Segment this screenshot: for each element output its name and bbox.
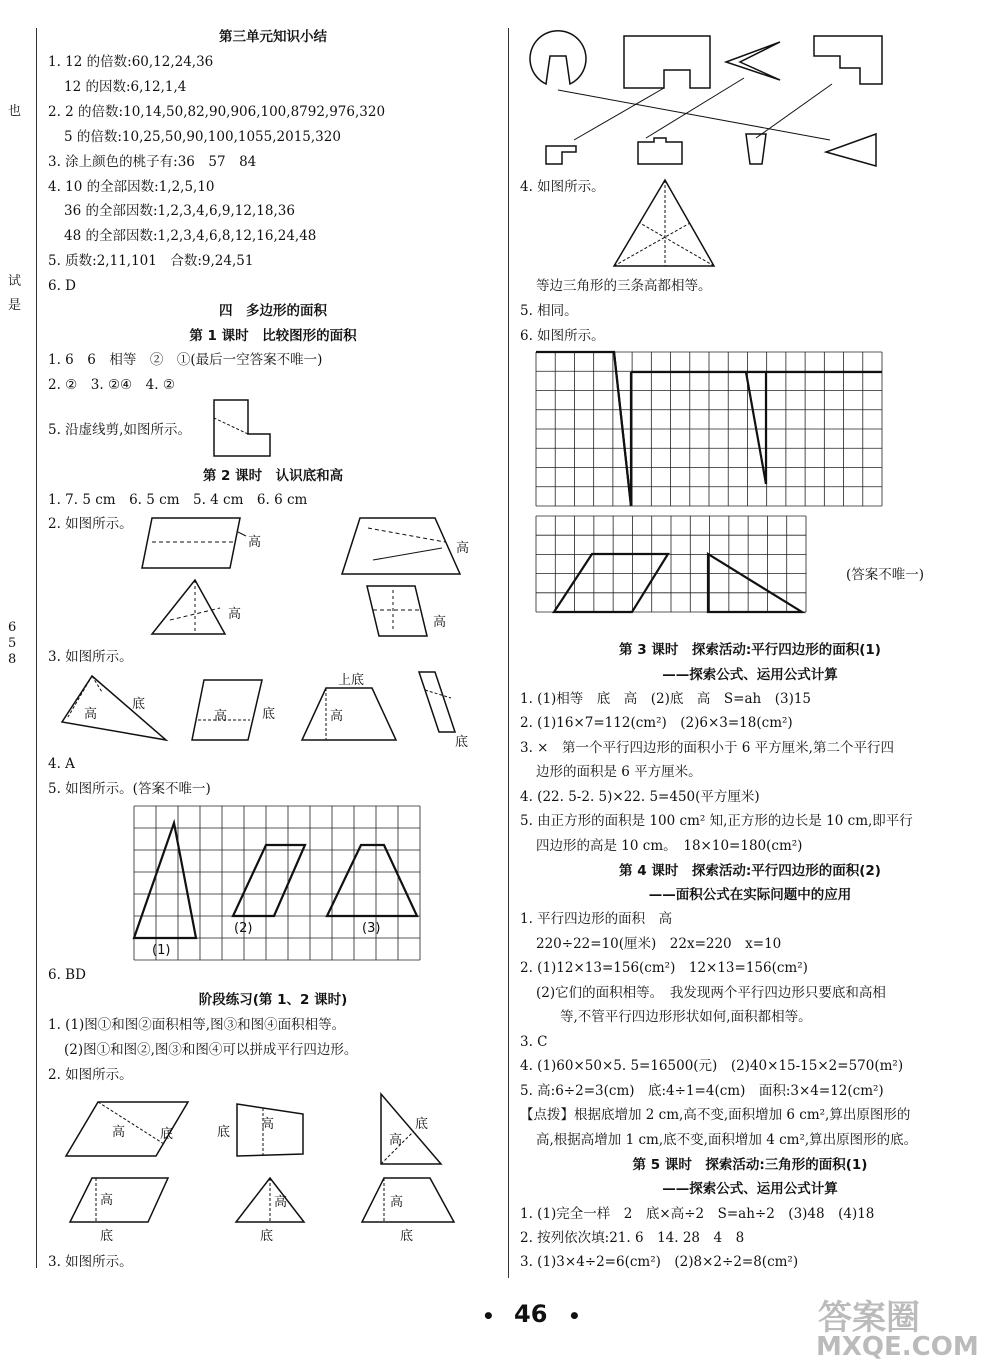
answer-line: 2. 按列依次填:21. 6 14. 28 4 8 (520, 1230, 745, 1246)
answer-line: 高,根据高增加 1 cm,底不变,面积增加 4 cm²,算出原图形的底。 (536, 1132, 918, 1148)
answer-line: 3. 如图所示。 (48, 649, 133, 665)
grid-lines (536, 352, 882, 506)
label-di: 底 (132, 697, 146, 712)
watermark-logo: 答案圈 (818, 1298, 920, 1338)
answer-line: 4. 10 的全部因数:1,2,5,10 (48, 179, 215, 195)
answer-line: 12 的因数:6,12,1,4 (64, 79, 187, 95)
page-number: 46 (514, 1300, 548, 1328)
answer-line: 5 的倍数:10,25,50,90,100,1055,2015,320 (64, 129, 341, 145)
answer-line: 3. C (520, 1034, 548, 1050)
answer-line: 5. 由正方形的面积是 100 cm² 知,正方形的边长是 10 cm,即平行 (520, 813, 913, 829)
answer-line: 1. (1)完全一样 2 底×高÷2 S=ah÷2 (3)48 (4)18 (520, 1206, 875, 1222)
stage-parallelogram-figure (64, 1098, 194, 1160)
watermark-url: MXQE.COM (816, 1332, 979, 1362)
answer-line: 1. 12 的倍数:60,12,24,36 (48, 54, 214, 70)
label-di: 底 (400, 1229, 414, 1244)
stage-trapezoid2-figure (360, 1174, 460, 1244)
answer-line: 1. 7. 5 cm 6. 5 cm 5. 4 cm 6. 6 cm (48, 492, 308, 508)
stage-parallelogram2-figure (68, 1174, 178, 1244)
note: (答案不唯一) (846, 567, 925, 583)
label-di: 底 (262, 707, 276, 722)
answer-line: 四边形的高是 10 cm。 18×10=180(cm²) (536, 838, 803, 854)
lesson-title: 第 5 课时 探索活动:三角形的面积(1) (632, 1157, 868, 1173)
footer-dot: • (568, 1304, 581, 1328)
label-gao: 高 (112, 1125, 126, 1140)
stage-trapezoid-figure (215, 1100, 315, 1160)
column-rule (36, 28, 37, 1268)
label-gao: 高 (228, 607, 242, 622)
answer-line: 1. 6 6 相等 ② ①(最后一空答案不唯一) (48, 352, 323, 368)
answer-line: 4. (1)60×50×5. 5=16500(元) (2)40×15-15×2=570(m²) (520, 1058, 904, 1074)
section-title: 第三单元知识小结 (219, 29, 327, 45)
stage-triangle2-figure (230, 1174, 310, 1244)
label-gao: 高 (100, 1193, 114, 1208)
answer-line: 2. (1)12×13=156(cm²) 12×13=156(cm²) (520, 960, 808, 976)
lesson-title: 第 3 课时 探索活动:平行四边形的面积(1) (619, 642, 881, 658)
l-shape-figure (212, 398, 272, 458)
label-gao: 高 (84, 707, 98, 722)
answer-line: 2. 如图所示。 (48, 1067, 133, 1083)
label-di: 底 (217, 1125, 231, 1140)
drawing-grid (134, 806, 420, 960)
grid-lines (536, 516, 806, 612)
answer-line: 3. 如图所示。 (48, 1254, 133, 1270)
answer-line: 1. (1)图①和图②面积相等,图③和图④面积相等。 (48, 1017, 346, 1033)
parallelogram-height-figure (140, 512, 280, 572)
triangle-base-height-figure (60, 672, 180, 747)
answer-line: 3. 涂上颜色的桃子有:36 57 84 (48, 154, 257, 170)
footer-dot: • (482, 1304, 495, 1328)
answer-line: (2)它们的面积相等。 我发现两个平行四边形只要底和高相 (536, 985, 886, 1001)
answer-line: 等,不管平行四边形形状如何,面积都相等。 (560, 1009, 812, 1025)
answer-line: 1. 平行四边形的面积 高 (520, 911, 673, 927)
label-gao: 高 (389, 1133, 403, 1148)
answer-line: 5. 高:6÷2=3(cm) 底:4÷1=4(cm) 面积:3×4=12(cm²) (520, 1083, 884, 1099)
drawing-grid (536, 516, 806, 612)
answer-line: 4. 如图所示。 (520, 179, 605, 195)
answer-line: 2. (1)16×7=112(cm²) (2)6×3=18(cm²) (520, 715, 793, 731)
slanted-parallelogram-figure (415, 668, 475, 748)
label-di: 底 (260, 1229, 274, 1244)
answer-line: 4. A (48, 756, 75, 772)
label-gao: 高 (330, 709, 344, 724)
label-di: 底 (160, 1127, 174, 1142)
label-gao: 高 (433, 615, 447, 630)
answer-line: 6. D (48, 278, 76, 294)
lesson-subtitle: ——探索公式、运用公式计算 (662, 667, 838, 683)
label-gao: 高 (248, 535, 262, 550)
rhombus-height-figure (365, 580, 465, 640)
margin-char: 5 (8, 636, 17, 651)
lesson-subtitle: ——面积公式在实际问题中的应用 (648, 887, 852, 903)
answer-line: 48 的全部因数:1,2,3,4,6,8,12,16,24,48 (64, 228, 317, 244)
matching-figure (530, 28, 890, 173)
answer-line: 【点拨】根据底增加 2 cm,高不变,面积增加 6 cm²,算出原图形的 (520, 1107, 911, 1123)
label-gao: 高 (261, 1117, 275, 1132)
answer-line: 边形的面积是 6 平方厘米。 (536, 764, 702, 780)
margin-char: 8 (8, 652, 17, 667)
margin-char: 也 (8, 104, 22, 119)
label-fig3: (3) (362, 921, 381, 936)
margin-char: 试 (8, 274, 22, 289)
drawing-grid (536, 352, 882, 506)
trapezoid-height-figure (340, 512, 490, 577)
label-gao: 高 (214, 709, 228, 724)
label-gao: 高 (456, 541, 470, 556)
parallelogram-base-height-figure (190, 676, 290, 746)
lesson-title: 第 2 课时 认识底和高 (202, 468, 344, 484)
lesson-title: 第 4 课时 探索活动:平行四边形的面积(2) (619, 863, 881, 879)
margin-char: 是 (8, 298, 22, 313)
answer-line: 3. × 第一个平行四边形的面积小于 6 平方厘米,第二个平行四 (520, 740, 894, 756)
answer-line: 1. (1)相等 底 高 (2)底 高 S=ah (3)15 (520, 691, 812, 707)
answer-line: 2. 2 的倍数:10,14,50,82,90,906,100,8792,976,320 (48, 104, 386, 120)
answer-line: (2)图①和图②,图③和图④可以拼成平行四边形。 (64, 1042, 358, 1058)
answer-line: 5. 如图所示。(答案不唯一) (48, 781, 211, 797)
lesson-title: 第 1 课时 比较图形的面积 (189, 328, 357, 344)
lesson-subtitle: ——探索公式、运用公式计算 (662, 1181, 838, 1197)
label-di: 底 (100, 1229, 114, 1244)
answer-line: 2. 如图所示。 (48, 516, 133, 532)
stage-title: 阶段练习(第 1、2 课时) (198, 992, 348, 1008)
answer-line: 36 的全部因数:1,2,3,4,6,9,12,18,36 (64, 203, 295, 219)
answer-line: 220÷22=10(厘米) 22x=220 x=10 (536, 936, 782, 952)
answer-line: 6. BD (48, 967, 86, 983)
triangle-height-figure (150, 578, 260, 638)
trapezoid-base-height-figure (300, 668, 410, 746)
label-di: 底 (415, 1117, 429, 1132)
column-rule (508, 28, 509, 1278)
label-shangdi: 上底 (338, 673, 365, 688)
label-fig1: (1) (152, 943, 171, 958)
answer-line: 4. (22. 5-2. 5)×22. 5=450(平方厘米) (520, 789, 760, 805)
margin-char: 6 (8, 620, 17, 635)
label-gao: 高 (390, 1195, 404, 1210)
answer-line: 6. 如图所示。 (520, 328, 605, 344)
label-di: 底 (455, 735, 469, 750)
answer-line: 5. 相同。 (520, 303, 578, 319)
label-fig2: (2) (234, 921, 253, 936)
answer-line: 5. 沿虚线剪,如图所示。 (48, 422, 191, 438)
label-gao: 高 (274, 1195, 288, 1210)
chapter-title: 四 多边形的面积 (219, 303, 327, 319)
equilateral-triangle-figure (610, 178, 720, 270)
stage-triangle-figure (375, 1092, 455, 1172)
answer-line: 2. ② 3. ②④ 4. ② (48, 377, 175, 393)
answer-line: 5. 质数:2,11,101 合数:9,24,51 (48, 253, 254, 269)
answer-line: 3. (1)3×4÷2=6(cm²) (2)8×2÷2=8(cm²) (520, 1254, 799, 1270)
answer-line: 等边三角形的三条高都相等。 (536, 278, 712, 294)
